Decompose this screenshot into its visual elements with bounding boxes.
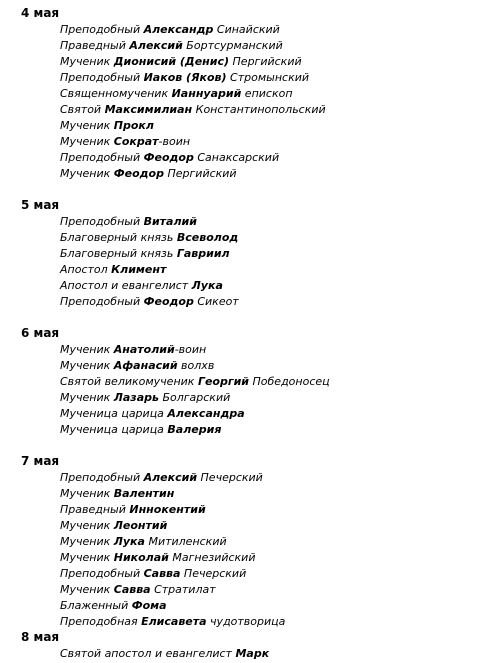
day-heading: 6 мая [21,326,60,340]
saint-entry [60,502,206,518]
saint-name: Ианнуарий [171,87,242,100]
saint-name: Сократ [113,135,159,148]
saint-title: Мученик [60,551,114,564]
saint-title: Мученица царица [60,407,168,420]
saint-name: Александр [143,23,214,36]
saint-epithet: -воин [174,343,207,356]
saint-name: Лука [191,279,223,292]
saint-entry [60,598,167,614]
saint-title: Святой [60,103,105,116]
saint-title: Святой великомученик [60,375,198,388]
saint-title: Преподобный [60,215,144,228]
saint-title: Мученик [60,343,114,356]
saint-title: Мученик [60,135,114,148]
saint-name: Александра [167,407,245,420]
saint-entry [60,582,216,598]
saint-entry [60,166,237,182]
saint-epithet: Стратилат [150,583,216,596]
saint-title: Апостол [60,263,112,276]
saint-name: Анатолий [113,343,175,356]
saint-title: Священномученик [60,87,172,100]
saint-name: Николай [113,551,169,564]
saint-epithet: Сикеот [193,295,239,308]
saint-epithet: Санаксарский [193,151,280,164]
saint-title: Апостол и евангелист [60,279,192,292]
saint-entry [60,22,280,38]
saint-entry [60,390,230,406]
saint-epithet: Стромынский [226,71,310,84]
saint-entry [60,86,293,102]
saint-epithet: Синайский [213,23,280,36]
saint-epithet: Магнезийский [168,551,256,564]
saint-name: Фома [131,599,167,612]
saint-epithet: Болгарский [158,391,231,404]
saint-title: Мученик [60,119,114,132]
saint-entry [60,358,214,374]
saint-title: Мученик [60,359,114,372]
saint-name: Валентин [113,487,175,500]
saint-epithet: Константинопольский [192,103,326,116]
saint-name: Максимилиан [104,103,193,116]
saint-title: Праведный [60,39,130,52]
saint-epithet: Победоносец [249,375,330,388]
saint-entry [60,470,263,486]
saint-entry [60,646,269,662]
saint-title: Мученик [60,167,114,180]
saint-title: Праведный [60,503,130,516]
saint-entry [60,230,238,246]
saint-entry [60,566,246,582]
day-heading: 4 мая [21,6,60,20]
saint-title: Преподобный [60,23,144,36]
saint-entry [60,342,206,358]
day-heading: 5 мая [21,198,60,212]
saint-title: Мученик [60,55,114,68]
saint-epithet: -воин [158,135,191,148]
saint-entry [60,134,190,150]
saint-name: Виталий [143,215,197,228]
saint-name: Феодор [143,295,194,308]
saint-title: Мученица царица [60,423,168,436]
saint-entry [60,214,197,230]
saint-title: Святой апостол и евангелист [60,647,236,660]
saint-epithet: Печерский [180,567,247,580]
saint-entry [60,246,230,262]
saint-title: Мученик [60,535,114,548]
saint-title: Мученик [60,583,114,596]
saint-title: Блаженный [60,599,132,612]
saint-name: Савва [143,567,181,580]
saint-title: Мученик [60,391,114,404]
saint-name: Климент [111,263,167,276]
saint-entry [60,150,279,166]
saint-entry [60,406,245,422]
saint-title: Преподобный [60,471,144,484]
saint-epithet: чудотворица [206,615,286,628]
day-heading: 8 мая [21,630,60,644]
saint-title: Мученик [60,519,114,532]
saint-name: Савва [113,583,151,596]
saint-name: Феодор [113,167,164,180]
saint-name: Лазарь [113,391,159,404]
saint-entry [60,38,283,54]
saint-entry [60,614,285,630]
saint-title: Преподобный [60,567,144,580]
saint-epithet: волхв [177,359,215,372]
saint-title: Мученик [60,487,114,500]
saint-name: Валерия [167,423,222,436]
saint-entry [60,102,326,118]
saint-name: Дионисий (Денис) [113,55,230,68]
saint-entry [60,294,239,310]
saint-name: Прокл [113,119,154,132]
day-heading: 7 мая [21,454,60,468]
saint-name: Елисавета [141,615,207,628]
saint-entry [60,262,166,278]
saint-epithet: Печерский [197,471,263,484]
saint-entry [60,70,309,86]
saint-epithet: Митиленский [144,535,227,548]
saint-entry [60,374,330,390]
saint-entry [60,518,167,534]
saint-name: Георгий [197,375,250,388]
saint-title: Преподобная [60,615,142,628]
saint-entry [60,54,302,70]
saint-name: Лука [113,535,145,548]
saint-name: Леонтий [113,519,168,532]
saint-entry [60,118,154,134]
saint-name: Феодор [143,151,194,164]
saint-name: Алексий [129,39,183,52]
saint-name: Иаков (Яков) [143,71,227,84]
saint-title: Преподобный [60,295,144,308]
saint-epithet: Пергийский [229,55,302,68]
saint-title: Преподобный [60,151,144,164]
saint-name: Всеволод [176,231,239,244]
saint-name: Иннокентий [129,503,206,516]
saint-epithet: Пергийский [164,167,237,180]
saint-entry [60,422,221,438]
saint-epithet: Бортсурманский [182,39,283,52]
saint-title: Преподобный [60,71,144,84]
saint-name: Алексий [143,471,198,484]
saint-epithet: епископ [241,87,293,100]
saint-entry [60,550,255,566]
saint-entry [60,278,223,294]
saint-title: Благоверный князь [60,231,177,244]
saint-title: Благоверный князь [60,247,177,260]
saint-entry [60,486,174,502]
saint-name: Афанасий [113,359,178,372]
saint-name: Гавриил [176,247,230,260]
saint-name: Марк [235,647,270,660]
saint-entry [60,534,227,550]
